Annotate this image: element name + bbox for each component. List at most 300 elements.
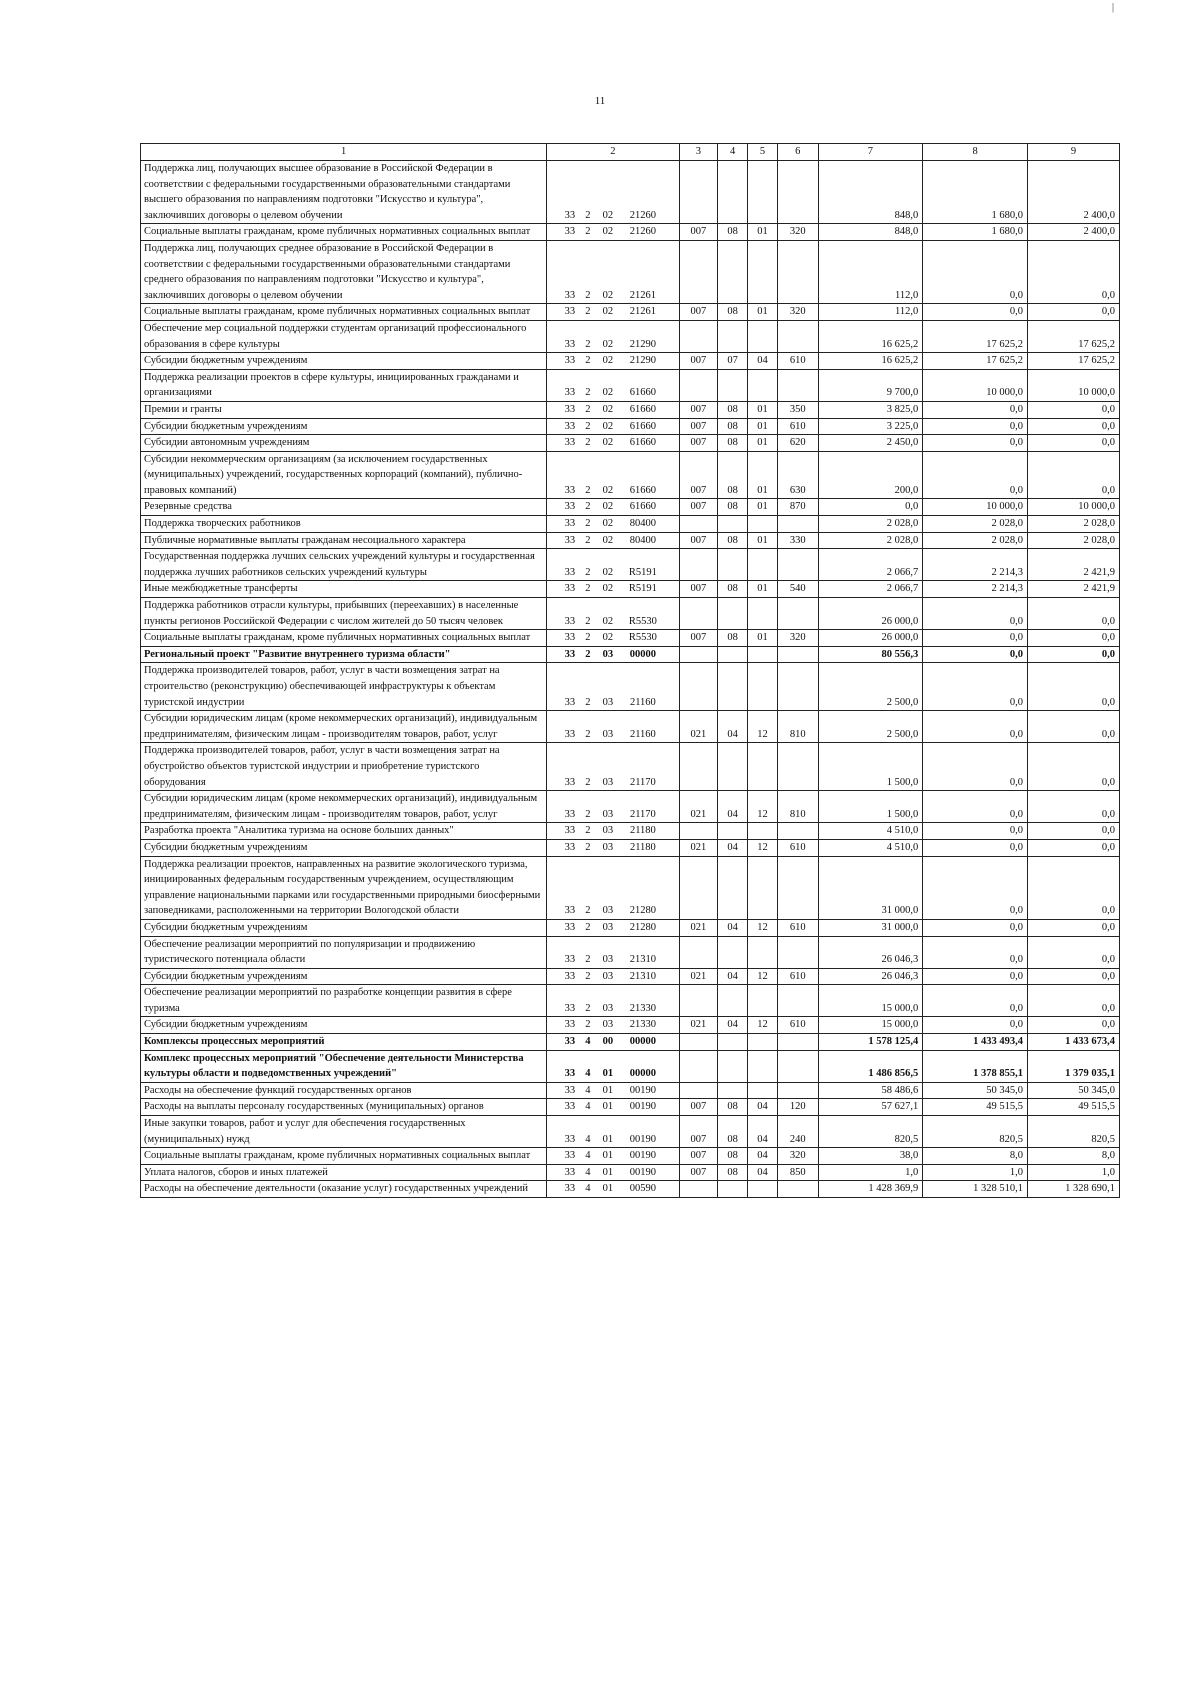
row-section-code (718, 240, 748, 303)
budget-code-part: 33 (564, 306, 576, 318)
budget-code-part: 2 (585, 437, 591, 449)
row-budget-code (547, 549, 680, 581)
budget-code-part: 03 (602, 1019, 614, 1031)
budget-code-part: 33 (564, 1133, 576, 1145)
row-amount-col7: 848,0 (818, 224, 923, 241)
row-subsection-code: 12 (748, 968, 778, 985)
row-amount-col8: 49 515,5 (923, 1099, 1028, 1116)
budget-code-part: 01 (602, 1068, 614, 1080)
row-name: Социальные выплаты гражданам, кроме публичных нормативных социальных выплат (141, 224, 547, 241)
budget-code-part: 33 (564, 905, 576, 917)
row-subsection-code: 12 (748, 919, 778, 936)
row-amount-col8: 0,0 (923, 1017, 1028, 1034)
budget-code-part: 33 (564, 825, 576, 837)
row-expense-type: 870 (777, 499, 818, 516)
table-row (141, 401, 1120, 418)
row-budget-code (547, 1050, 680, 1082)
row-amount-col7: 1 578 125,4 (818, 1034, 923, 1051)
row-name: Резервные средства (141, 499, 547, 516)
row-amount-col8: 8,0 (923, 1148, 1028, 1165)
row-budget-code (547, 1181, 680, 1198)
row-amount-col7: 31 000,0 (818, 919, 923, 936)
budget-code-part: 00190 (629, 1101, 656, 1113)
row-section-code (718, 663, 748, 711)
row-amount-col9: 2 421,9 (1028, 581, 1120, 598)
budget-code-part: 33 (564, 1166, 576, 1178)
row-section-code: 08 (718, 1164, 748, 1181)
row-expense-type: 540 (777, 581, 818, 598)
row-subsection-code (748, 1082, 778, 1099)
row-amount-col9: 1,0 (1028, 1164, 1120, 1181)
budget-code-part: 21160 (629, 728, 656, 740)
row-amount-col8: 2 214,3 (923, 549, 1028, 581)
table-row (141, 369, 1120, 401)
row-name: Субсидии бюджетным учреждениям (141, 1017, 547, 1034)
row-budget-code (547, 936, 680, 968)
row-amount-col8: 2 028,0 (923, 516, 1028, 533)
row-section-code (718, 369, 748, 401)
row-budget-code (547, 369, 680, 401)
row-budget-code (547, 1116, 680, 1148)
row-expense-type: 610 (777, 418, 818, 435)
row-name: Субсидии юридическим лицам (кроме некоммерческих организаций), индивидуальным предпринимателям, физическим лицам - производителям товаров, работ, услуг (141, 791, 547, 823)
row-amount-col9: 0,0 (1028, 919, 1120, 936)
budget-code-part: 02 (602, 209, 614, 221)
row-section-code (718, 936, 748, 968)
row-subsection-code: 04 (748, 1164, 778, 1181)
table-row (141, 630, 1120, 647)
budget-code-part: 2 (585, 728, 591, 740)
row-budget-code (547, 451, 680, 499)
row-budget-code (547, 791, 680, 823)
row-name: Разработка проекта "Аналитика туризма на основе больших данных" (141, 823, 547, 840)
row-subsection-code: 01 (748, 435, 778, 452)
row-subsection-code (748, 1050, 778, 1082)
row-budget-code (547, 968, 680, 985)
budget-code-part: 33 (564, 696, 576, 708)
row-subsection-code: 01 (748, 451, 778, 499)
row-budget-code (547, 630, 680, 647)
row-name: Комплексы процессных мероприятий (141, 1034, 547, 1051)
budget-code-part: 61660 (629, 501, 656, 513)
row-expense-type: 320 (777, 1148, 818, 1165)
row-subsection-code (748, 646, 778, 663)
table-row (141, 743, 1120, 791)
row-section-code: 07 (718, 353, 748, 370)
budget-code-part: 33 (564, 648, 576, 660)
row-budget-code (547, 499, 680, 516)
budget-code-part: 33 (564, 970, 576, 982)
row-amount-col9: 0,0 (1028, 839, 1120, 856)
row-expense-type: 120 (777, 1099, 818, 1116)
row-name: Иные закупки товаров, работ и услуг для обеспечения государственных (муниципальных) нужд (141, 1116, 547, 1148)
table-row (141, 598, 1120, 630)
row-subsection-code (748, 663, 778, 711)
row-amount-col9: 1 328 690,1 (1028, 1181, 1120, 1198)
row-amount-col9: 17 625,2 (1028, 353, 1120, 370)
row-expense-type (777, 646, 818, 663)
budget-code-part: 33 (564, 1002, 576, 1014)
table-row (141, 663, 1120, 711)
budget-code-part: 33 (564, 808, 576, 820)
row-budget-code (547, 418, 680, 435)
row-amount-col9: 0,0 (1028, 401, 1120, 418)
table-row (141, 936, 1120, 968)
row-amount-col8: 1 680,0 (923, 224, 1028, 241)
row-amount-col8: 0,0 (923, 936, 1028, 968)
row-ministry-code: 007 (679, 630, 717, 647)
table-row (141, 839, 1120, 856)
row-expense-type (777, 743, 818, 791)
budget-code-part: 02 (602, 338, 614, 350)
row-subsection-code: 01 (748, 499, 778, 516)
row-amount-col9: 50 345,0 (1028, 1082, 1120, 1099)
row-amount-col9: 17 625,2 (1028, 320, 1120, 352)
row-expense-type: 240 (777, 1116, 818, 1148)
row-amount-col7: 26 000,0 (818, 630, 923, 647)
budget-code-part: 61660 (629, 387, 656, 399)
row-amount-col7: 80 556,3 (818, 646, 923, 663)
table-row (141, 1050, 1120, 1082)
budget-code-part: 00000 (629, 1068, 656, 1080)
budget-code-part: 03 (602, 841, 614, 853)
budget-code-part: 00190 (629, 1133, 656, 1145)
table-row (141, 224, 1120, 241)
budget-code-part: 00190 (629, 1150, 656, 1162)
budget-code-part: 02 (602, 355, 614, 367)
row-amount-col7: 2 028,0 (818, 532, 923, 549)
row-ministry-code: 007 (679, 1116, 717, 1148)
budget-code-part: 33 (564, 1084, 576, 1096)
row-amount-col8: 0,0 (923, 968, 1028, 985)
row-name: Субсидии юридическим лицам (кроме некоммерческих организаций), индивидуальным предпринимателям, физическим лицам - производителям товаров, работ, услуг (141, 711, 547, 743)
row-ministry-code (679, 985, 717, 1017)
budget-code-part: 21310 (629, 970, 656, 982)
row-name: Поддержка реализации проектов в сфере культуры, инициированных гражданами и организациями (141, 369, 547, 401)
row-amount-col8: 2 028,0 (923, 532, 1028, 549)
row-amount-col7: 200,0 (818, 451, 923, 499)
table-row (141, 1017, 1120, 1034)
row-amount-col8: 0,0 (923, 630, 1028, 647)
row-ministry-code: 021 (679, 791, 717, 823)
row-budget-code (547, 1034, 680, 1051)
budget-code-part: 33 (564, 355, 576, 367)
budget-code-part: 61660 (629, 420, 656, 432)
budget-code-part: 2 (585, 501, 591, 513)
row-amount-col7: 2 500,0 (818, 711, 923, 743)
column-header: 8 (923, 144, 1028, 161)
row-name: Региональный проект "Развитие внутреннего туризма области" (141, 646, 547, 663)
row-budget-code (547, 1164, 680, 1181)
row-section-code (718, 161, 748, 224)
scan-mark: | (1112, 2, 1115, 13)
row-budget-code (547, 1148, 680, 1165)
budget-code-part: 21260 (629, 226, 656, 238)
row-amount-col7: 16 625,2 (818, 320, 923, 352)
column-number-row (141, 144, 1120, 161)
row-name: Поддержка лиц, получающих высшее образование в Российской Федерации в соответствии с федеральными государственными образовательными стандартами высшего образования по направлениям подготовки "Искусство и культура", заключивших договоры о целевом обучении (141, 161, 547, 224)
budget-code-part: 2 (585, 1002, 591, 1014)
row-section-code: 04 (718, 1017, 748, 1034)
row-amount-col7: 2 066,7 (818, 549, 923, 581)
row-expense-type: 610 (777, 353, 818, 370)
row-expense-type: 350 (777, 401, 818, 418)
row-name: Обеспечение реализации мероприятий по популяризации и продвижению туристического потенциала области (141, 936, 547, 968)
row-expense-type (777, 1082, 818, 1099)
budget-code-part: 2 (585, 355, 591, 367)
row-subsection-code (748, 1034, 778, 1051)
row-amount-col9: 0,0 (1028, 630, 1120, 647)
row-name: Поддержка производителей товаров, работ, услуг в части возмещения затрат на обустройство объектов туристской индустрии и приобретение туристского оборудования (141, 743, 547, 791)
row-subsection-code (748, 320, 778, 352)
row-budget-code (547, 224, 680, 241)
row-budget-code (547, 985, 680, 1017)
row-expense-type: 610 (777, 1017, 818, 1034)
budget-code-part: 4 (585, 1068, 591, 1080)
row-name: Социальные выплаты гражданам, кроме публичных нормативных социальных выплат (141, 304, 547, 321)
row-section-code: 04 (718, 791, 748, 823)
budget-code-part: 4 (585, 1101, 591, 1113)
budget-code-part: 2 (585, 841, 591, 853)
row-section-code (718, 646, 748, 663)
row-name: Субсидии некоммерческим организациям (за исключением государственных (муниципальных) учреждений, государственных корпораций (компаний), публично-правовых компаний) (141, 451, 547, 499)
budget-code-part: 33 (564, 1101, 576, 1113)
budget-code-part: 2 (585, 403, 591, 415)
row-ministry-code (679, 936, 717, 968)
row-name: Субсидии бюджетным учреждениям (141, 968, 547, 985)
row-amount-col8: 10 000,0 (923, 369, 1028, 401)
row-amount-col8: 2 214,3 (923, 581, 1028, 598)
row-amount-col7: 26 046,3 (818, 968, 923, 985)
row-section-code: 08 (718, 499, 748, 516)
row-ministry-code: 007 (679, 1148, 717, 1165)
row-expense-type (777, 1181, 818, 1198)
row-amount-col7: 820,5 (818, 1116, 923, 1148)
budget-code-part: 01 (602, 1166, 614, 1178)
row-name: Субсидии автономным учреждениям (141, 435, 547, 452)
budget-code-part: 01 (602, 1183, 614, 1195)
budget-code-part: 2 (585, 534, 591, 546)
row-section-code (718, 823, 748, 840)
row-amount-col8: 0,0 (923, 985, 1028, 1017)
row-expense-type (777, 1050, 818, 1082)
budget-code-part: 2 (585, 338, 591, 350)
row-subsection-code: 01 (748, 532, 778, 549)
row-ministry-code (679, 663, 717, 711)
budget-code-part: 03 (602, 808, 614, 820)
row-amount-col7: 3 225,0 (818, 418, 923, 435)
budget-code-part: 33 (564, 632, 576, 644)
budget-code-part: 4 (585, 1166, 591, 1178)
budget-code-part: 33 (564, 534, 576, 546)
column-header: 5 (748, 144, 778, 161)
row-amount-col9: 0,0 (1028, 743, 1120, 791)
row-ministry-code (679, 161, 717, 224)
row-subsection-code (748, 743, 778, 791)
row-ministry-code: 007 (679, 1164, 717, 1181)
budget-code-part: 02 (602, 226, 614, 238)
row-subsection-code: 04 (748, 1116, 778, 1148)
row-name: Обеспечение реализации мероприятий по разработке концепции развития в сфере туризма (141, 985, 547, 1017)
row-section-code: 08 (718, 1148, 748, 1165)
row-name: Государственная поддержка лучших сельских учреждений культуры и государственная поддержка лучших работников сельских учреждений культуры (141, 549, 547, 581)
row-amount-col8: 10 000,0 (923, 499, 1028, 516)
budget-code-part: 33 (564, 954, 576, 966)
row-subsection-code (748, 598, 778, 630)
row-section-code (718, 1181, 748, 1198)
row-ministry-code (679, 240, 717, 303)
budget-code-part: 33 (564, 615, 576, 627)
budget-code-part: 2 (585, 632, 591, 644)
row-amount-col7: 4 510,0 (818, 839, 923, 856)
row-section-code: 04 (718, 968, 748, 985)
row-expense-type (777, 240, 818, 303)
row-amount-col7: 848,0 (818, 161, 923, 224)
row-amount-col8: 1,0 (923, 1164, 1028, 1181)
budget-code-part: 21180 (629, 841, 656, 853)
row-amount-col9: 1 433 673,4 (1028, 1034, 1120, 1051)
column-header: 7 (818, 144, 923, 161)
budget-code-part: 02 (602, 501, 614, 513)
row-section-code (718, 1050, 748, 1082)
row-amount-col7: 3 825,0 (818, 401, 923, 418)
table-row (141, 823, 1120, 840)
row-ministry-code (679, 598, 717, 630)
budget-code-part: 4 (585, 1183, 591, 1195)
row-expense-type: 610 (777, 968, 818, 985)
budget-code-part: 33 (564, 403, 576, 415)
row-amount-col9: 0,0 (1028, 856, 1120, 919)
budget-code-part: 61660 (629, 403, 656, 415)
budget-code-part: 33 (564, 387, 576, 399)
row-section-code: 04 (718, 919, 748, 936)
budget-code-part: R5191 (628, 583, 657, 595)
budget-code-part: 33 (564, 1183, 576, 1195)
row-amount-col7: 2 450,0 (818, 435, 923, 452)
budget-code-part: R5530 (628, 632, 657, 644)
table-row (141, 161, 1120, 224)
budget-code-part: 2 (585, 420, 591, 432)
table-row (141, 791, 1120, 823)
table-row (141, 320, 1120, 352)
row-expense-type (777, 823, 818, 840)
row-name: Субсидии бюджетным учреждениям (141, 919, 547, 936)
row-expense-type (777, 1034, 818, 1051)
row-amount-col7: 1 500,0 (818, 791, 923, 823)
row-amount-col9: 2 028,0 (1028, 532, 1120, 549)
row-amount-col8: 0,0 (923, 663, 1028, 711)
row-amount-col7: 2 028,0 (818, 516, 923, 533)
budget-code-part: 2 (585, 1019, 591, 1031)
row-amount-col9: 8,0 (1028, 1148, 1120, 1165)
row-amount-col8: 820,5 (923, 1116, 1028, 1148)
row-amount-col8: 0,0 (923, 646, 1028, 663)
row-subsection-code: 12 (748, 791, 778, 823)
table-row (141, 353, 1120, 370)
row-subsection-code: 04 (748, 1099, 778, 1116)
row-expense-type (777, 936, 818, 968)
budget-code-part: 02 (602, 615, 614, 627)
row-ministry-code (679, 320, 717, 352)
budget-code-part: 33 (564, 566, 576, 578)
row-amount-col7: 4 510,0 (818, 823, 923, 840)
budget-code-part: 80400 (629, 534, 656, 546)
row-name: Субсидии бюджетным учреждениям (141, 839, 547, 856)
row-ministry-code (679, 516, 717, 533)
row-amount-col8: 0,0 (923, 856, 1028, 919)
row-section-code: 08 (718, 1099, 748, 1116)
row-amount-col8: 0,0 (923, 598, 1028, 630)
row-section-code: 08 (718, 630, 748, 647)
row-section-code: 08 (718, 418, 748, 435)
budget-code-part: 2 (585, 921, 591, 933)
budget-code-part: 02 (602, 289, 614, 301)
row-amount-col9: 49 515,5 (1028, 1099, 1120, 1116)
row-amount-col7: 2 066,7 (818, 581, 923, 598)
budget-code-part: 2 (585, 566, 591, 578)
row-amount-col8: 0,0 (923, 435, 1028, 452)
table-row (141, 1099, 1120, 1116)
row-budget-code (547, 304, 680, 321)
budget-code-part: 33 (564, 1036, 576, 1048)
row-amount-col9: 0,0 (1028, 240, 1120, 303)
row-amount-col8: 0,0 (923, 711, 1028, 743)
row-amount-col7: 16 625,2 (818, 353, 923, 370)
row-section-code (718, 743, 748, 791)
budget-code-part: 21310 (629, 954, 656, 966)
row-amount-col9: 10 000,0 (1028, 499, 1120, 516)
row-amount-col8: 0,0 (923, 791, 1028, 823)
row-ministry-code: 007 (679, 418, 717, 435)
row-expense-type: 610 (777, 839, 818, 856)
budget-code-part: 33 (564, 518, 576, 530)
row-expense-type: 620 (777, 435, 818, 452)
row-name: Поддержка работников отрасли культуры, прибывших (переехавших) в населенные пункты регионов Российской Федерации с числом жителей до 50 тысяч человек (141, 598, 547, 630)
row-ministry-code (679, 1050, 717, 1082)
budget-code-part: 4 (585, 1133, 591, 1145)
column-header: 9 (1028, 144, 1120, 161)
row-subsection-code (748, 369, 778, 401)
table-row (141, 711, 1120, 743)
row-section-code: 08 (718, 224, 748, 241)
budget-code-part: 02 (602, 437, 614, 449)
row-section-code: 08 (718, 532, 748, 549)
row-amount-col8: 1 680,0 (923, 161, 1028, 224)
row-amount-col7: 57 627,1 (818, 1099, 923, 1116)
row-expense-type: 320 (777, 304, 818, 321)
budget-code-part: 2 (585, 583, 591, 595)
row-amount-col9: 0,0 (1028, 968, 1120, 985)
row-subsection-code: 01 (748, 224, 778, 241)
row-section-code (718, 856, 748, 919)
row-amount-col7: 26 000,0 (818, 598, 923, 630)
row-amount-col8: 0,0 (923, 304, 1028, 321)
row-expense-type (777, 320, 818, 352)
row-section-code: 04 (718, 711, 748, 743)
row-amount-col7: 1 428 369,9 (818, 1181, 923, 1198)
budget-code-part: 02 (602, 566, 614, 578)
row-expense-type (777, 856, 818, 919)
budget-code-part: 21261 (629, 306, 656, 318)
row-name: Расходы на выплаты персоналу государственных (муниципальных) органов (141, 1099, 547, 1116)
table-row (141, 1148, 1120, 1165)
budget-code-part: 2 (585, 387, 591, 399)
column-header: 3 (679, 144, 717, 161)
row-name: Поддержка лиц, получающих среднее образование в Российской Федерации в соответствии с федеральными государственными образовательными стандартами среднего образования по направлениям подготовки "Искусство и культура", заключивших договоры о целевом обучении (141, 240, 547, 303)
budget-code-part: 00000 (629, 1036, 656, 1048)
row-section-code (718, 598, 748, 630)
budget-code-part: 01 (602, 1133, 614, 1145)
